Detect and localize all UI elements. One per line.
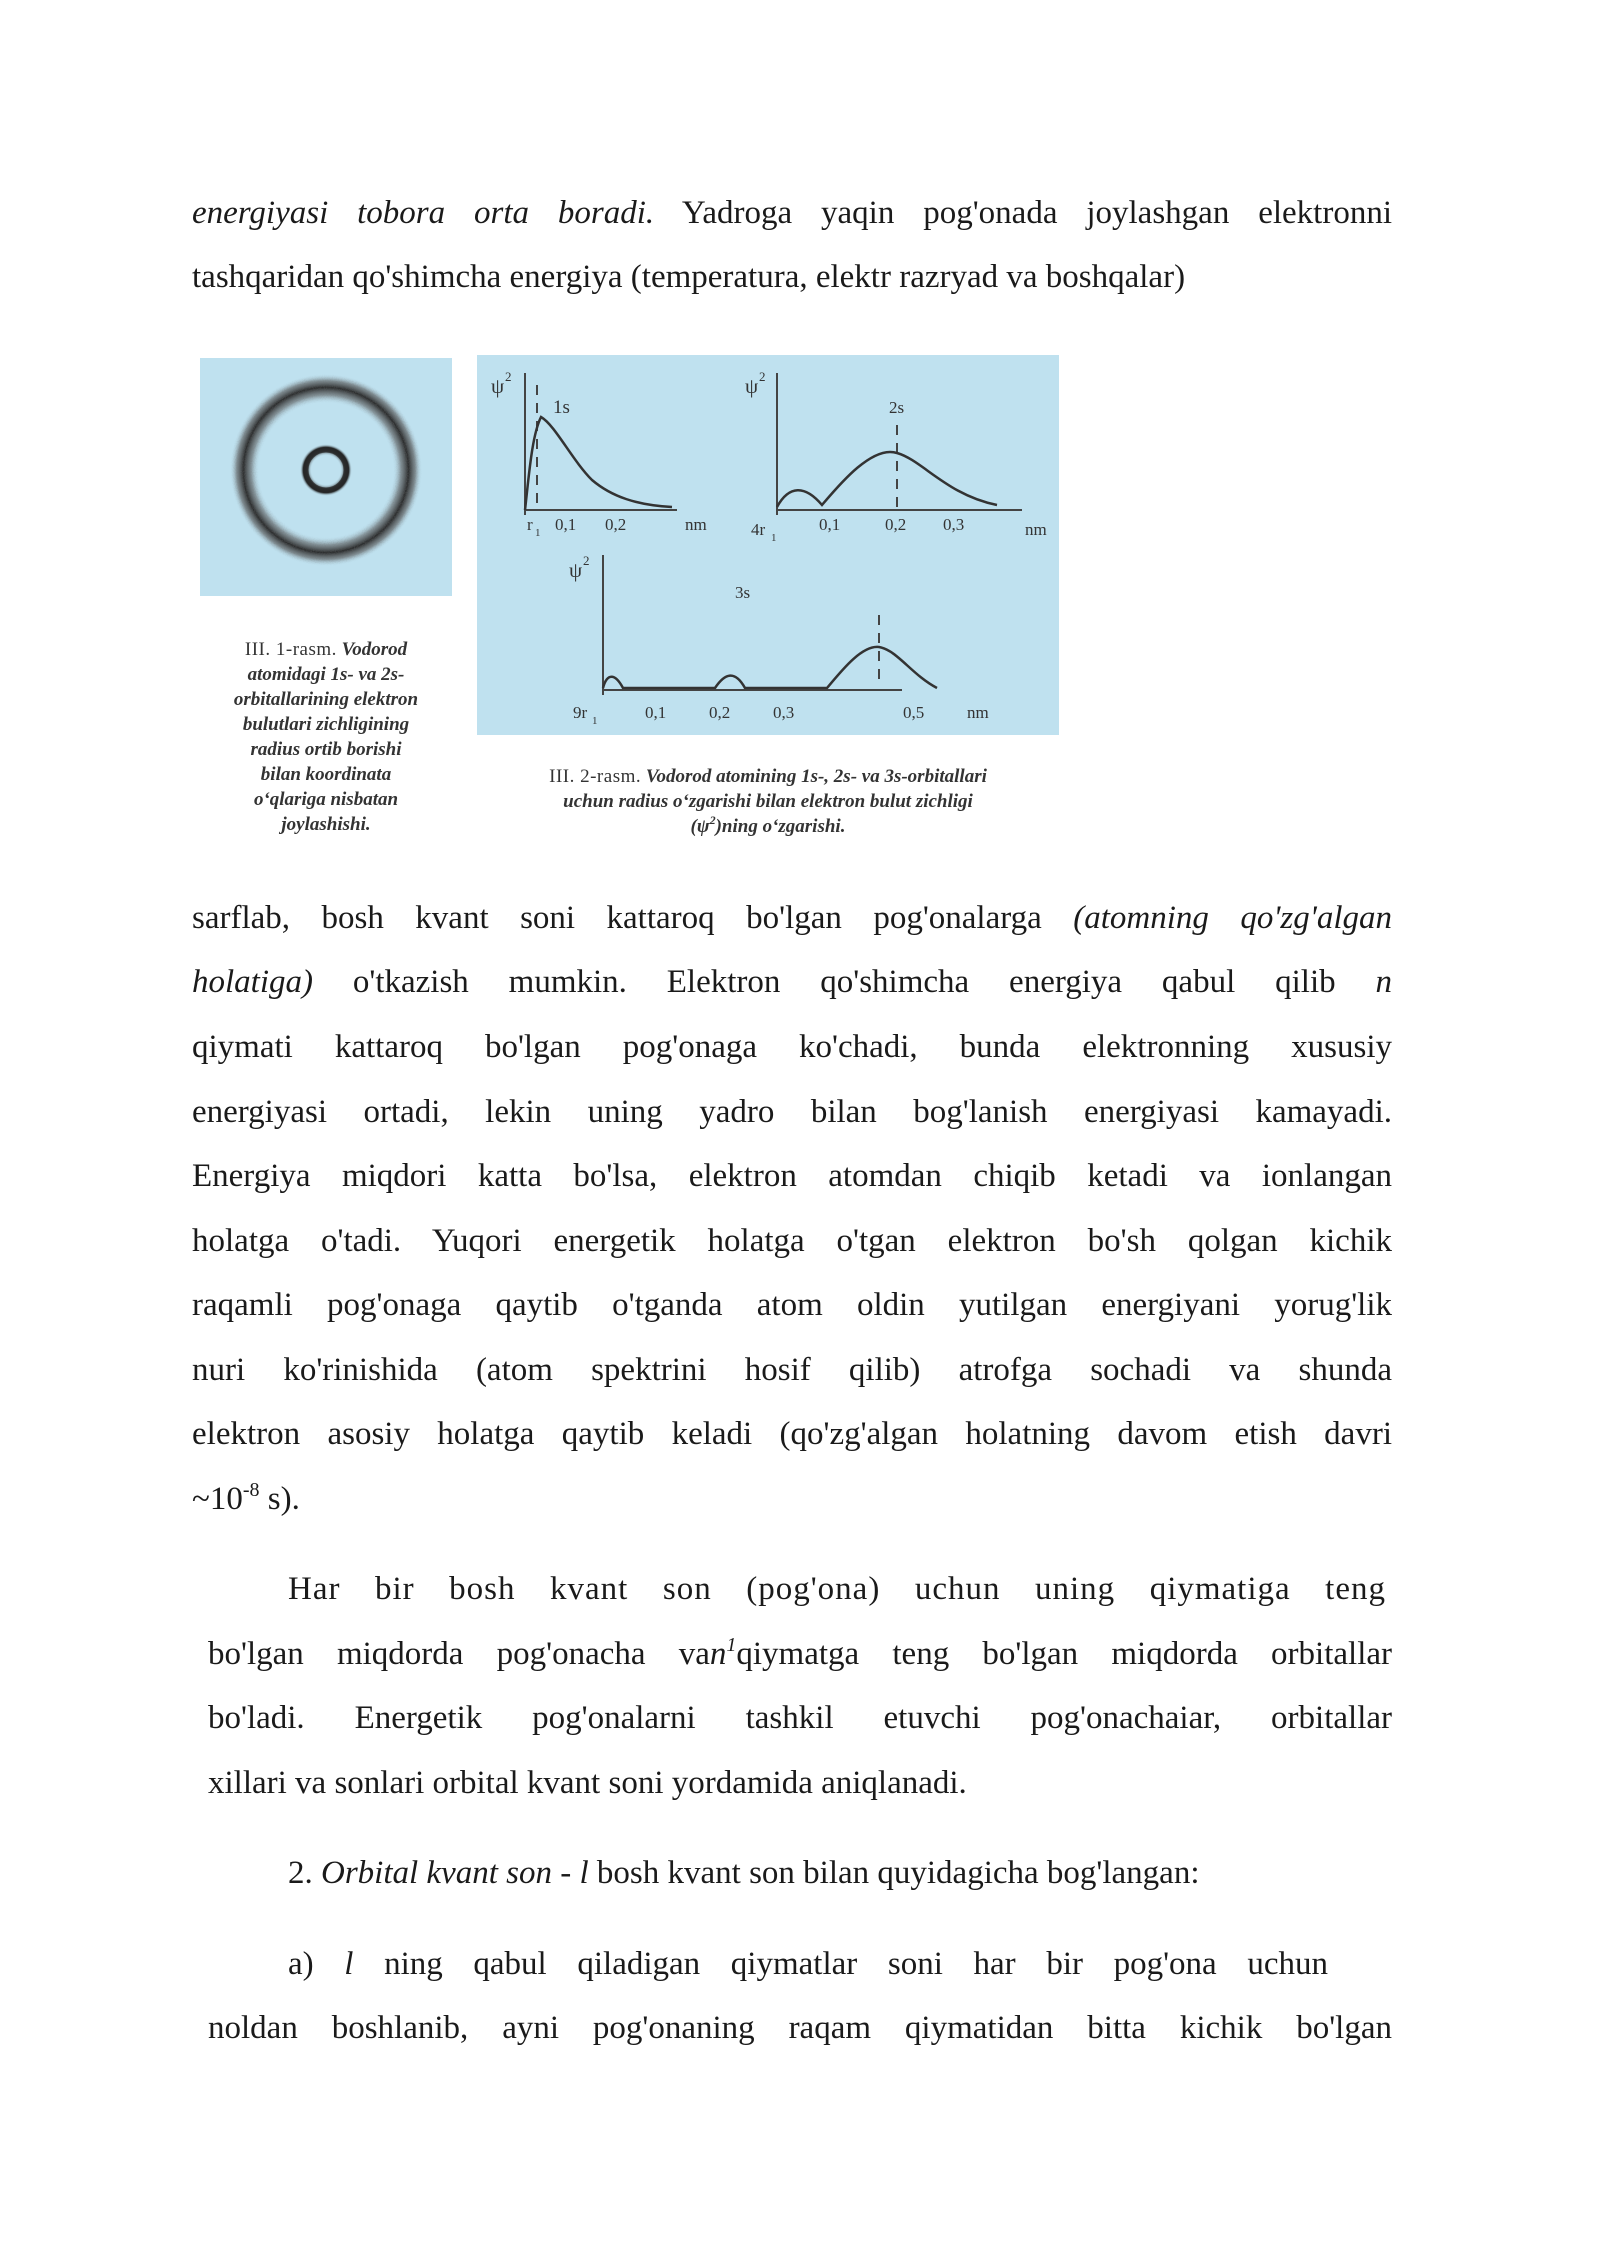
svg-text:2: 2 xyxy=(583,553,590,568)
para2-line-3: bo'ladi. Energetik pog'onalarni tashkil etuvchi pog'onachaiar, orbitallar xyxy=(208,1700,1392,1736)
svg-text:r: r xyxy=(527,515,533,534)
para1-line-7: raqamli pog'onaga qaytib o'tganda atom oldin yutilgan energiyani yorug'lik xyxy=(192,1287,1392,1323)
svg-text:0,1: 0,1 xyxy=(555,515,577,534)
svg-text:1: 1 xyxy=(771,532,777,544)
figure1-caption: III. 1-rasm. Vodorod atomidagi 1s- va 2s- orbitallarining elektron bulutlari zichligining radius ortib borishi bilan koordinata o‘qlariga nisbatan joylashishi. xyxy=(233,639,419,835)
para1-line-4: energiyasi ortadi, lekin uning yadro bilan bog'lanish energiyasi kamayadi. xyxy=(192,1094,1392,1130)
italic-phrase: energiyasi tobora orta boradi. xyxy=(192,195,655,231)
svg-text:2s: 2s xyxy=(889,398,905,417)
svg-text:0,3: 0,3 xyxy=(943,515,965,534)
svg-text:0,5: 0,5 xyxy=(903,703,925,722)
svg-text:3s: 3s xyxy=(735,583,751,602)
svg-text:0,2: 0,2 xyxy=(605,515,627,534)
svg-text:nm: nm xyxy=(967,703,989,722)
curve-2s xyxy=(777,452,997,507)
para2-line-4: xillari va sonlari orbital kvant soni yordamida aniqlanadi. xyxy=(208,1765,967,1801)
para4-line-1: a) l ning qabul qiladigan qiymatlar soni har bir pog'ona uchun xyxy=(288,1946,1328,1982)
svg-text:0,1: 0,1 xyxy=(819,515,841,534)
svg-text:ψ: ψ xyxy=(491,374,505,398)
plot-3s xyxy=(569,553,989,727)
curve-3s xyxy=(603,647,937,688)
para1-line-10: $\sim 10^{-8}$ s). xyxy=(192,1479,300,1517)
text-line-2: tashqaridan qo'shimcha energiya (temperatura, elektr razryad va boshqalar) xyxy=(192,259,1186,295)
para2-line-1: Har bir bosh kvant son (pog'ona) uchun uning qiymatiga teng xyxy=(288,1571,1386,1607)
para1-line-6: holatga o'tadi. Yuqori energetik holatga o'tgan elektron bo'sh qolgan kichik xyxy=(192,1223,1392,1259)
svg-text:2: 2 xyxy=(505,369,512,384)
figure1-number: III. 1-rasm. xyxy=(244,639,337,660)
svg-text:9r: 9r xyxy=(573,703,588,722)
svg-text:0,1: 0,1 xyxy=(645,703,667,722)
figure1-panel xyxy=(200,358,452,596)
figure2-number: III. 2-rasm. xyxy=(549,766,642,787)
text-line-1: energiyasi tobora orta boradi. Yadroga yaqin pog'onada joylashgan elektronni xyxy=(192,195,1392,231)
svg-text:nm: nm xyxy=(685,515,707,534)
figure2-caption: III. 2-rasm. Vodorod atomining 1s-, 2s- va 3s-orbitallari uchun radius o‘zgarishi bilan elektron bulut zichligi $(\psi^2)ning$ o‘zgarishi. xyxy=(549,766,987,837)
para1-line-2: holatiga) o'tkazish mumkin. Elektron qo'shimcha energiya qabul qilib n xyxy=(192,964,1392,1000)
para1-line-8: nuri ko'rinishida (atom spektrini hosif qilib) atrofga sochadi va shunda xyxy=(192,1352,1392,1388)
svg-text:nm: nm xyxy=(1025,520,1047,539)
electron-cloud-image xyxy=(200,358,452,596)
para1-line-1: sarflab, bosh kvant soni kattaroq bo'lgan pog'onalarga (atomning qo'zg'algan xyxy=(192,900,1392,936)
svg-text:0,2: 0,2 xyxy=(885,515,907,534)
svg-text:1s: 1s xyxy=(553,397,570,418)
para2-line-2: bo'lgan miqdorda pog'onacha van$^1$qiymatga teng bo'lgan miqdorda orbitallar xyxy=(208,1634,1392,1672)
svg-text:ψ: ψ xyxy=(569,558,583,582)
para1-line-5: Energiya miqdori katta bo'lsa, elektron atomdan chiqib ketadi va ionlangan xyxy=(192,1158,1392,1194)
svg-text:2: 2 xyxy=(759,369,766,384)
svg-text:0,3: 0,3 xyxy=(773,703,795,722)
plot-1s xyxy=(491,369,707,539)
para1-line-3: qiymati kattaroq bo'lgan pog'onaga ko'chadi, bunda elektronning xususiy xyxy=(192,1029,1392,1065)
svg-text:1: 1 xyxy=(535,527,541,539)
svg-text:ψ: ψ xyxy=(745,374,759,398)
curve-1s xyxy=(525,417,672,510)
svg-text:0,2: 0,2 xyxy=(709,703,731,722)
para3-line: 2. Orbital kvant son - l bosh kvant son bilan quyidagicha bog'langan: xyxy=(288,1855,1200,1891)
svg-text:4r: 4r xyxy=(751,520,766,539)
svg-text:1: 1 xyxy=(592,715,598,727)
plot-2s xyxy=(745,369,1047,544)
para4-line-2: noldan boshlanib, ayni pog'onaning raqam qiymatidan bitta kichik bo'lgan xyxy=(208,2010,1392,2046)
para1-line-9: elektron asosiy holatga qaytib keladi (qo'zg'algan holatning davom etish davri xyxy=(192,1416,1392,1452)
figure2-panel xyxy=(477,355,1059,735)
